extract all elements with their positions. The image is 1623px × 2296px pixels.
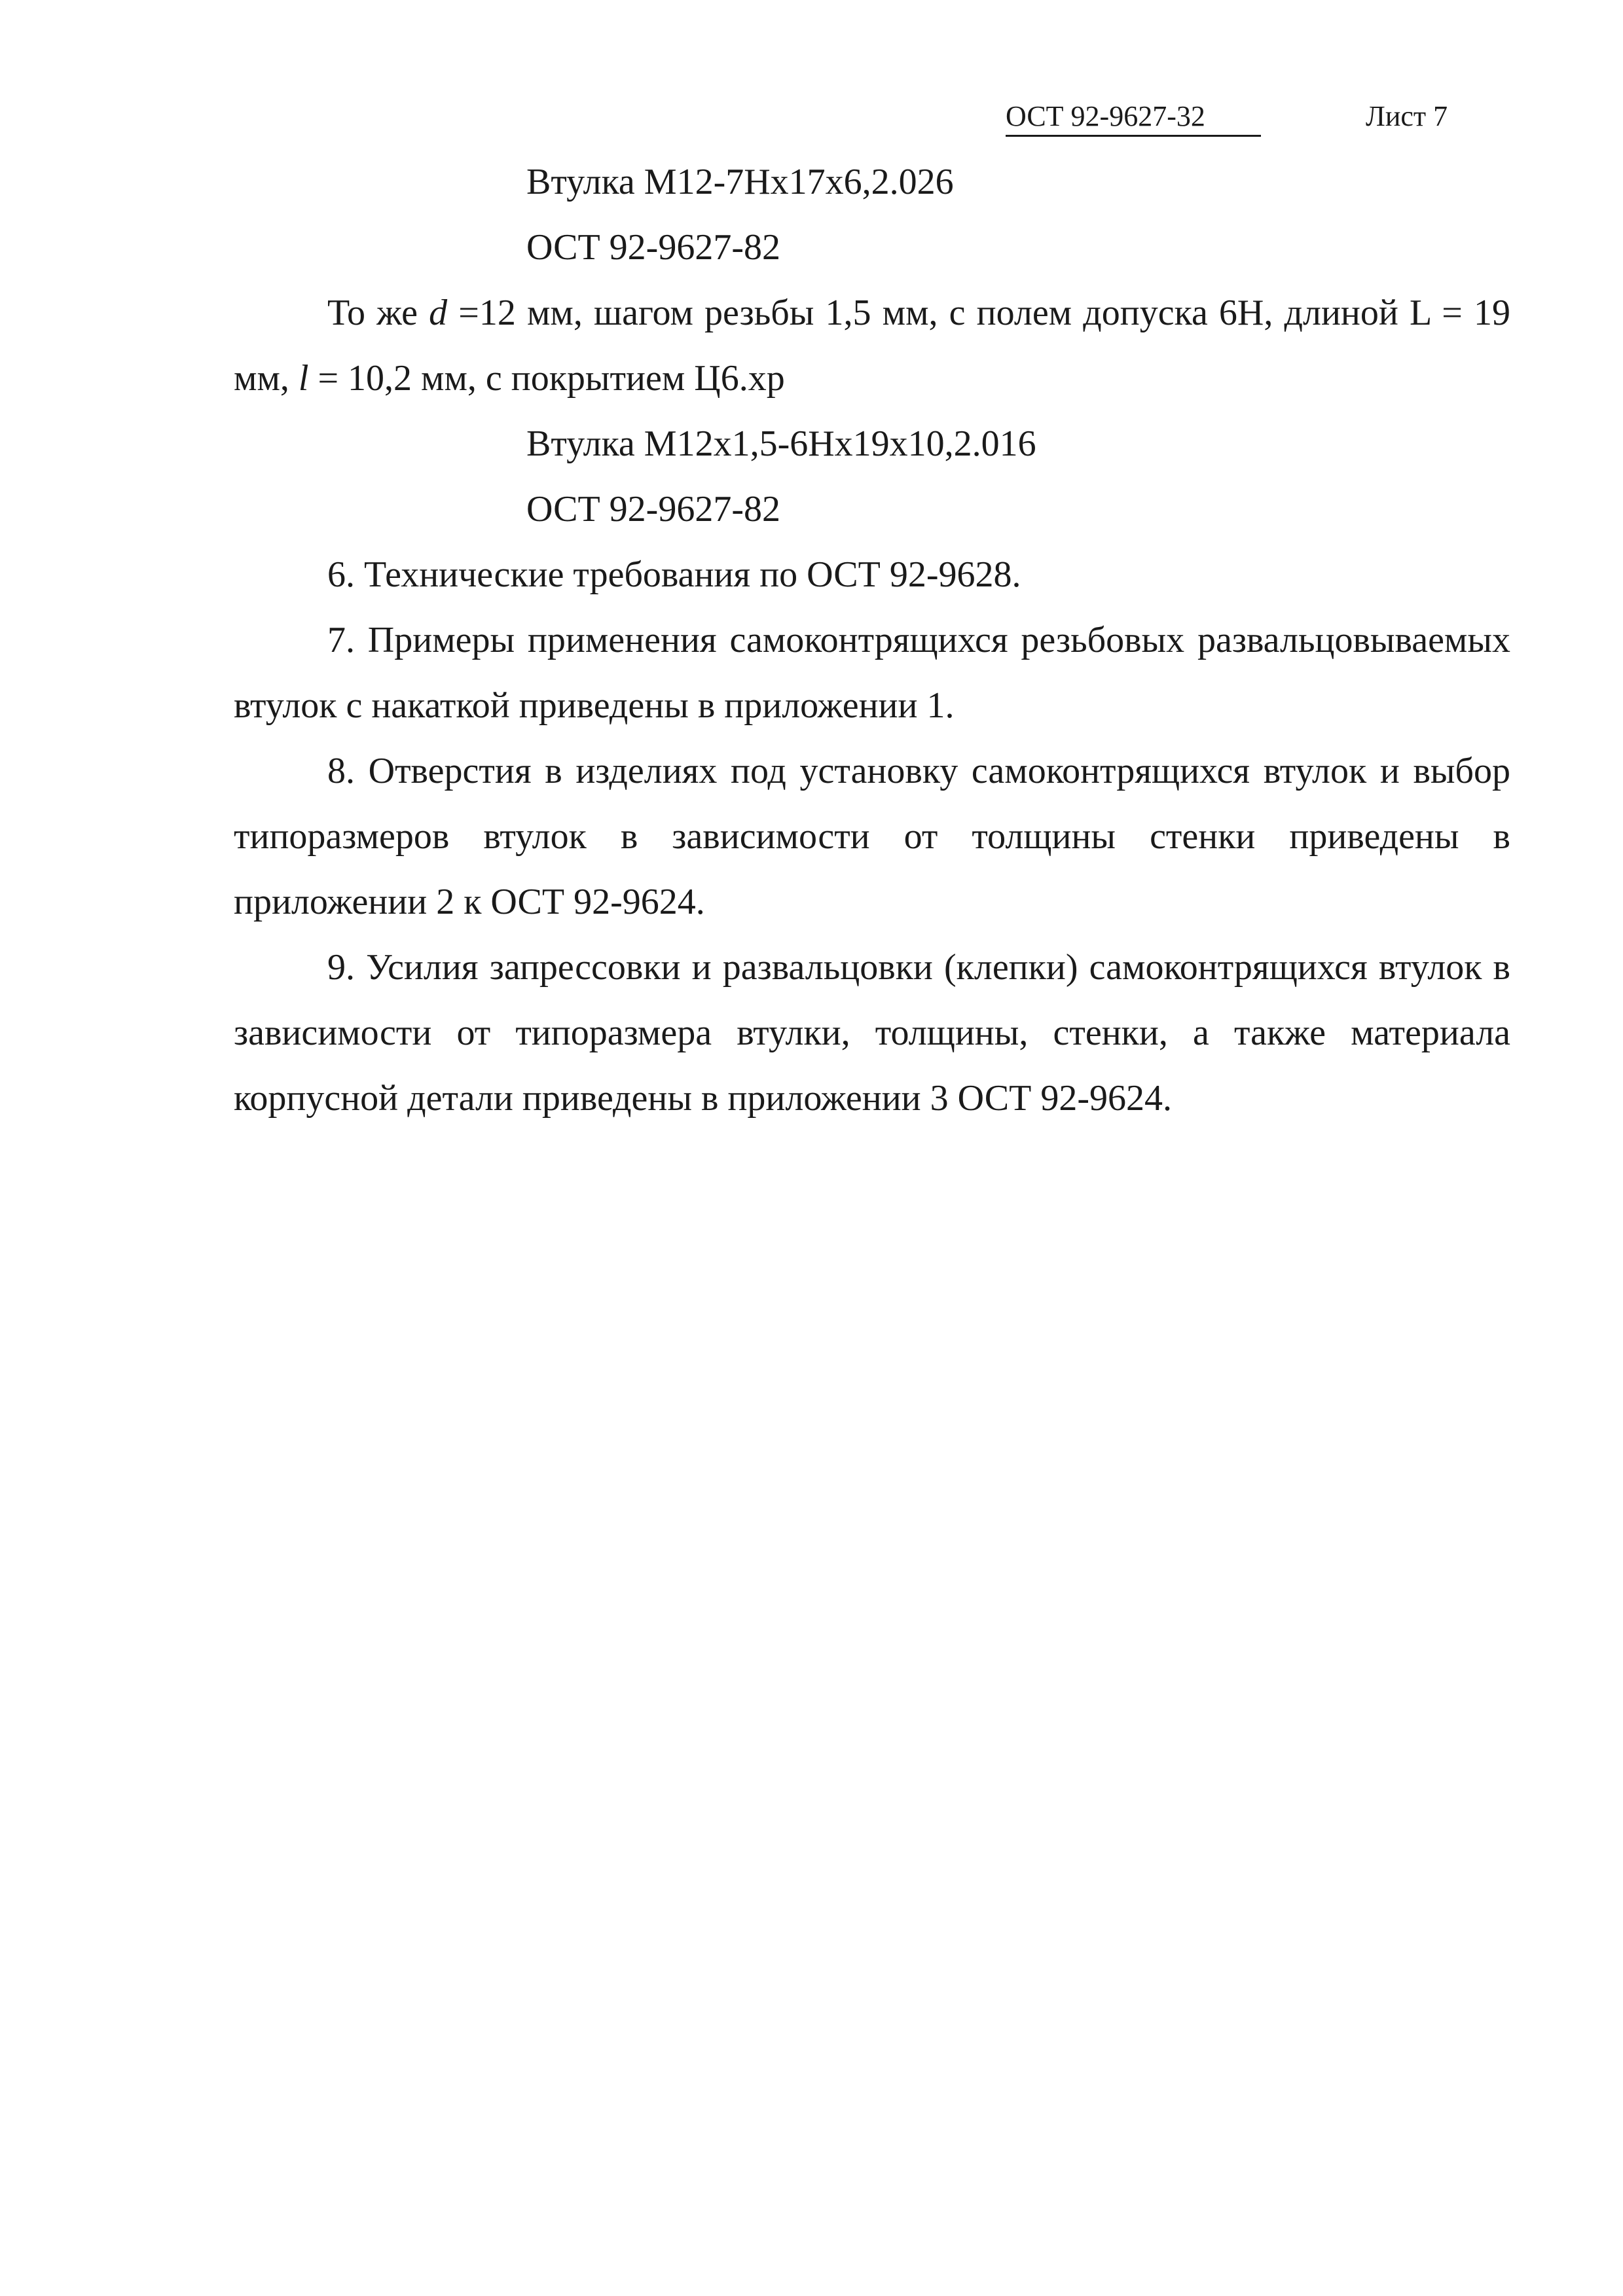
document-number: ОСТ 92-9627-32	[1006, 98, 1261, 137]
variable-d: d	[429, 293, 448, 333]
example-text-c: = 10,2 мм, с покрытием Ц6.хр	[308, 358, 785, 399]
example-text-b: =12 мм, шагом резьбы 1,5 мм, с полем допуска 6Н, длиной L = 19 мм,	[234, 293, 1510, 399]
item-6: 6. Технические требования по ОСТ 92-9628.	[327, 554, 1021, 595]
designation-1-line-1: Втулка М12-7Нх17х6,2.026	[526, 162, 954, 202]
variable-l: l	[298, 358, 309, 399]
example-paragraph	[234, 280, 1510, 411]
item-9: 9. Усилия запрессовки и развальцовки (клепки) самоконтрящихся втулок в зависимости от типоразмера втулки, толщины, стенки, а также материала корпусной детали приведены в приложении 3 ОСТ 92-9624.	[234, 947, 1510, 1119]
item-8: 8. Отверстия в изделиях под установку самоконтрящихся втулок и выбор типоразмеров втулок в зависимости от толщины стенки приведены в приложении 2 к ОСТ 92-9624.	[234, 751, 1510, 922]
designation-2-line-1: Втулка М12х1,5-6Нх19х10,2.016	[526, 423, 1036, 464]
designation-2-line-2: ОСТ 92-9627-82	[526, 489, 780, 529]
page-header	[1006, 98, 1464, 137]
item-7: 7. Примеры применения самоконтрящихся резьбовых развальцовываемых втулок с накаткой приведены в приложении 1.	[234, 620, 1510, 726]
example-text-a: То же	[327, 293, 429, 333]
sheet-number: Лист 7	[1366, 100, 1448, 132]
document-body	[234, 149, 1510, 1131]
designation-1-line-2: ОСТ 92-9627-82	[526, 227, 780, 268]
